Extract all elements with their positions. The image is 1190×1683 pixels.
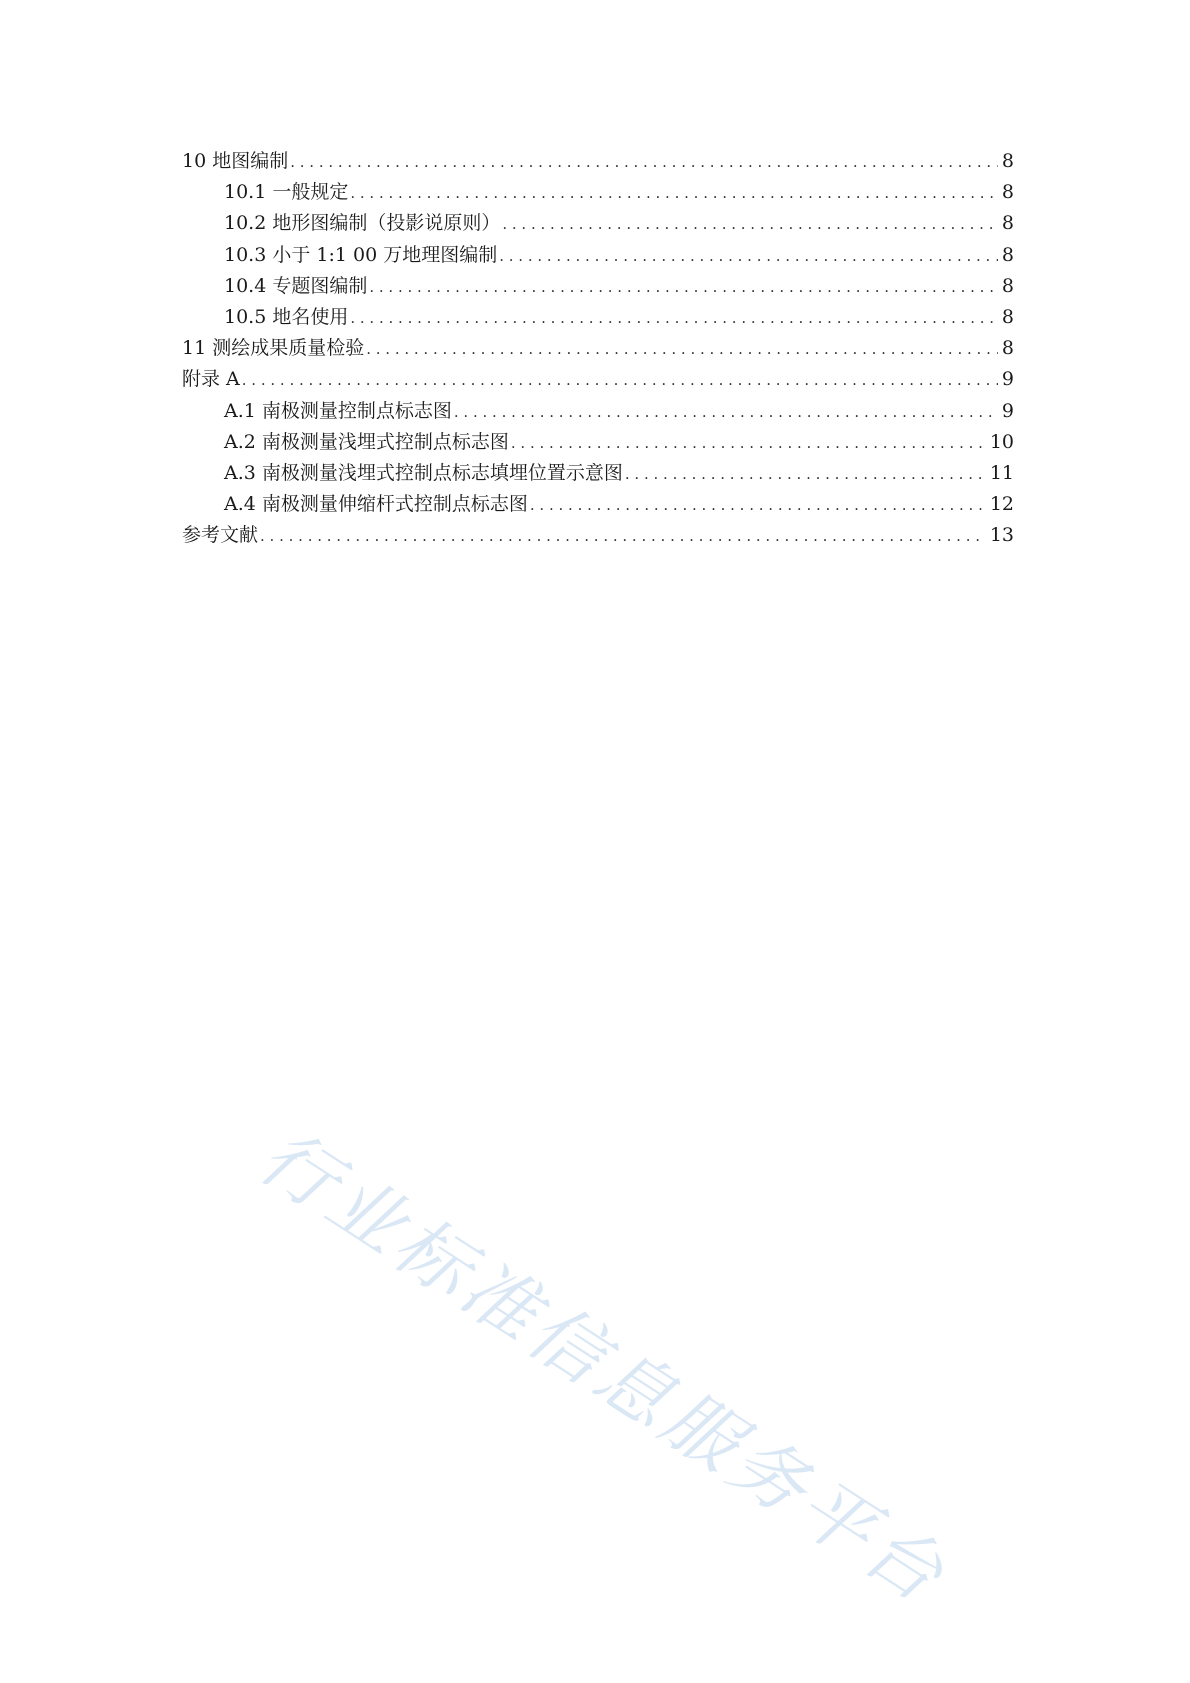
toc-entry[interactable] <box>182 520 1014 551</box>
toc-entry-label: 11 测绘成果质量检验 <box>182 337 365 360</box>
toc-dot-leader <box>366 340 998 358</box>
toc-dot-leader <box>530 496 986 514</box>
toc-entry-page: 9 <box>1001 399 1014 422</box>
toc-dot-leader <box>454 403 998 421</box>
toc-dot-leader <box>511 434 986 452</box>
toc-entry-page: 8 <box>1001 337 1014 360</box>
toc-entry-page: 8 <box>1001 305 1014 328</box>
toc-dot-leader <box>499 247 998 265</box>
toc-entry-label: A.2 南极测量浅埋式控制点标志图 <box>224 430 509 453</box>
toc-entry[interactable] <box>182 333 1014 364</box>
toc-entry-label: 参考文献 <box>182 524 259 547</box>
toc-entry[interactable] <box>182 302 1014 333</box>
toc-dot-leader <box>350 184 998 202</box>
toc-entry-page: 10 <box>989 430 1014 453</box>
toc-entry[interactable] <box>182 240 1014 271</box>
toc-entry[interactable] <box>182 396 1014 427</box>
toc-entry-label: 附录 A <box>182 368 240 391</box>
toc-entry-label: 10.4 专题图编制 <box>224 274 368 297</box>
toc-entry-label: 10.3 小于 1:1 00 万地理图编制 <box>224 243 498 266</box>
toc-entry-label: 10 地图编制 <box>182 150 289 172</box>
watermark: 行业标准信息服务平台 <box>244 1113 963 1622</box>
table-of-contents <box>182 146 1014 551</box>
toc-dot-leader <box>625 465 986 483</box>
toc-entry-label: A.3 南极测量浅埋式控制点标志填埋位置示意图 <box>224 461 623 484</box>
toc-dot-leader <box>369 278 998 296</box>
toc-entry[interactable] <box>182 458 1014 489</box>
toc-entry-page: 8 <box>1001 212 1014 235</box>
toc-entry-page: 9 <box>1001 368 1014 391</box>
toc-entry[interactable] <box>182 427 1014 458</box>
toc-entry-page: 8 <box>1001 243 1014 266</box>
toc-entry-page: 13 <box>989 524 1014 547</box>
toc-entry[interactable] <box>182 364 1014 395</box>
toc-entry[interactable] <box>182 146 1014 177</box>
toc-dot-leader <box>260 527 986 545</box>
toc-entry-page: 8 <box>1001 274 1014 297</box>
toc-entry-page: 8 <box>1001 181 1014 204</box>
toc-entry-page: 11 <box>989 461 1014 484</box>
toc-entry-page: 12 <box>989 493 1014 516</box>
toc-dot-leader <box>502 215 998 233</box>
toc-entry-label: 10.1 一般规定 <box>224 181 349 204</box>
toc-entry-label: A.4 南极测量伸缩杆式控制点标志图 <box>224 493 528 516</box>
toc-entry-label: A.1 南极测量控制点标志图 <box>224 399 452 422</box>
toc-entry-label: 10.2 地形图编制（投影说原则） <box>224 212 501 235</box>
toc-entry-label: 10.5 地名使用 <box>224 305 349 328</box>
toc-entry[interactable] <box>182 208 1014 239</box>
toc-entry[interactable] <box>182 489 1014 520</box>
toc-entry[interactable] <box>182 271 1014 302</box>
toc-entry[interactable] <box>182 177 1014 208</box>
toc-dot-leader <box>242 371 998 389</box>
toc-entry-page: 8 <box>1001 150 1014 172</box>
toc-dot-leader <box>350 309 998 327</box>
toc-dot-leader <box>290 153 998 171</box>
